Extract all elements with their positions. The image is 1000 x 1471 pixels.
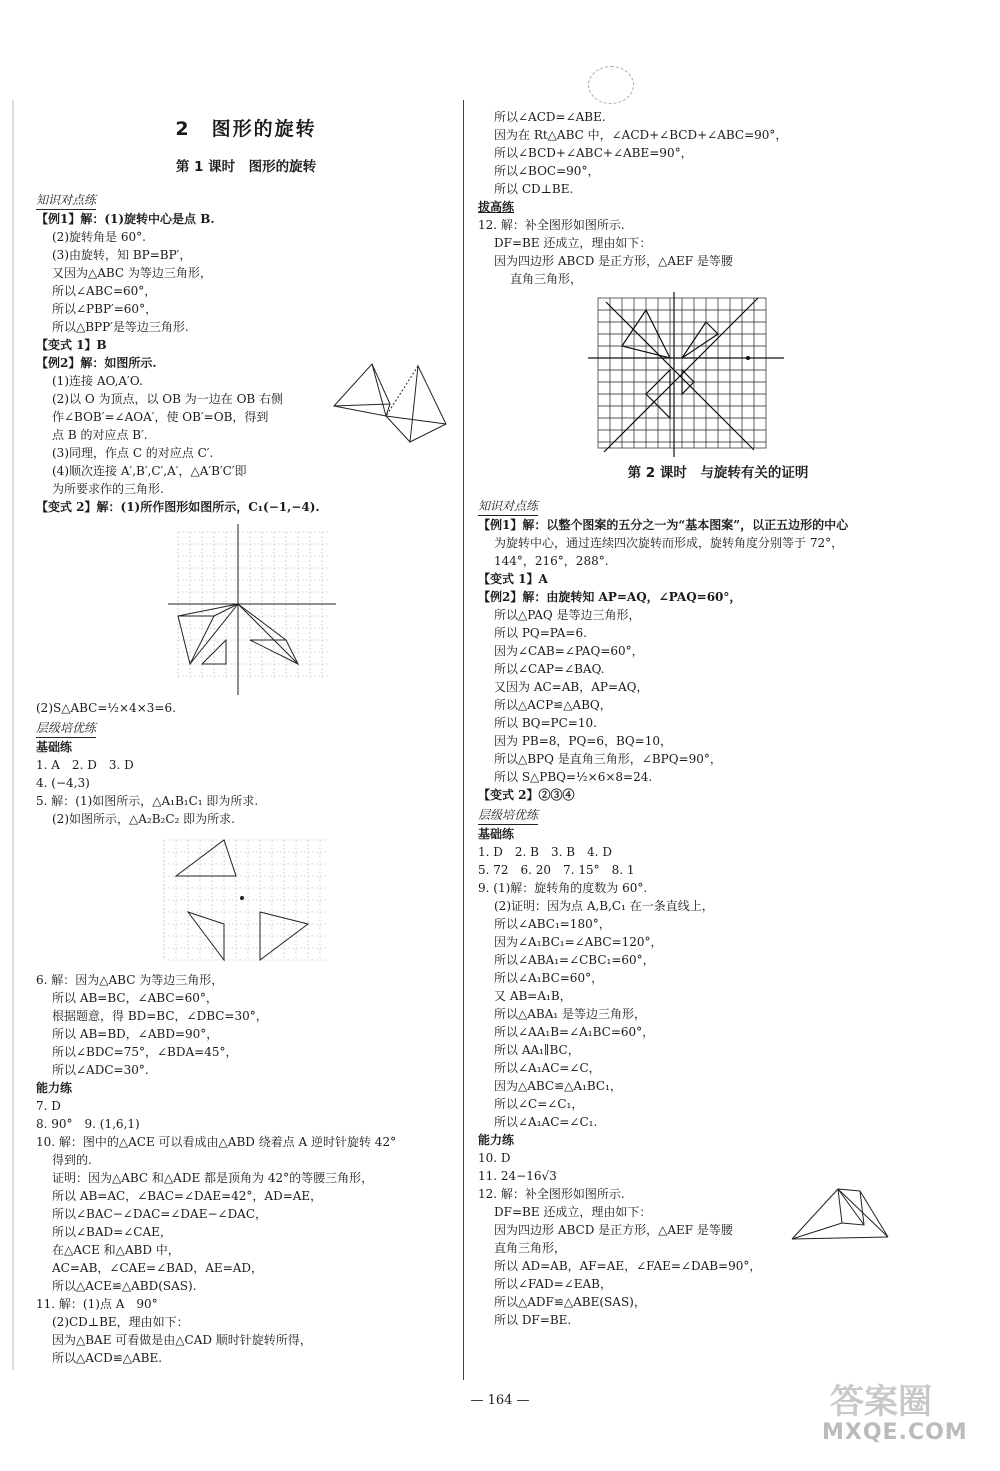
answers-8-9: 8. 90° 9. (1,6,1)	[36, 1117, 140, 1131]
line: 又 AB=A₁B，	[494, 989, 572, 1003]
line: 所以 AA₁∥BC，	[494, 1043, 580, 1057]
line: 为旋转中心，通过连续四次旋转而形成，旋转角度分别等于 72°，	[494, 536, 844, 550]
line: 又因为△ABC 为等边三角形，	[52, 266, 212, 280]
line: DF=BE 还成立，理由如下：	[494, 1205, 652, 1219]
line: 所以∠PBP′=60°，	[52, 302, 158, 316]
line: (2)如图所示，△A₂B₂C₂ 即为所求.	[52, 812, 235, 826]
line: 所以∠C=∠C₁，	[494, 1097, 584, 1111]
line: 所以 BQ=PC=10.	[494, 716, 597, 730]
line: 所以∠ADC=30°.	[52, 1063, 149, 1077]
line: 证明：因为△ABC 和△ADE 都是顶角为 42°的等腰三角形，	[52, 1171, 374, 1185]
expand-heading: 拔高练	[478, 200, 515, 214]
answers-1-4: 1. D 2. B 3. B 4. D	[478, 845, 612, 859]
line: 所以 AB=BC，∠ABC=60°，	[52, 991, 218, 1005]
stamp-mark	[588, 66, 634, 104]
line: 点 B 的对应点 B′.	[52, 428, 148, 442]
line: 所以 AD=AB，AF=AE，∠FAE=∠DAB=90°，	[494, 1259, 762, 1273]
line: 为所要求作的三角形.	[52, 482, 164, 496]
lesson-title: 第 1 课时 图形的旋转	[175, 159, 317, 175]
line: 所以∠BAD=∠CAE，	[52, 1225, 172, 1239]
line: (4)顺次连接 A′,B′,C′,A′，△A′B′C′即	[52, 464, 247, 478]
answer-11: 11. 24−16√3	[478, 1169, 557, 1183]
line: DF=BE 还成立，理由如下：	[494, 236, 652, 250]
line: 所以∠ACD=∠ABE.	[494, 110, 606, 124]
line: (1)连接 AO,A′O.	[52, 374, 143, 388]
example-2	[36, 354, 456, 498]
line: 所以∠BCD+∠ABC+∠ABE=90°，	[494, 146, 693, 160]
line: 所以∠FAD=∠EAB，	[494, 1277, 612, 1291]
answer-4: 4. (−4,3)	[36, 776, 90, 790]
section-knowledge-2: 知识对点练	[478, 497, 538, 516]
line: (2)旋转角是 60°.	[52, 230, 146, 244]
line: (2)CD⊥BE，理由如下：	[52, 1315, 189, 1329]
variant-1: 【变式 1】B	[36, 338, 107, 352]
line: 又因为 AC=AB，AP=AQ，	[494, 680, 649, 694]
line: 所以△ACP≌△ABQ，	[494, 698, 612, 712]
page-number: — 164 —	[470, 1393, 530, 1408]
line: (3)由旋转，知 BP=BP′，	[52, 248, 192, 262]
line: 因为 PB=8，PQ=6，BQ=10，	[494, 734, 672, 748]
line: 所以∠ABC₁=180°，	[494, 917, 611, 931]
line: 所以∠AA₁B=∠A₁BC=60°，	[494, 1025, 655, 1039]
line: 所以 CD⊥BE.	[494, 182, 574, 196]
square-triangle-figure	[788, 1185, 898, 1255]
line: 所以△ACD≌△ABE.	[52, 1351, 163, 1365]
answers-5-8: 5. 72 6. 20 7. 15° 8. 1	[478, 863, 635, 877]
ability-heading-2: 能力练	[478, 1133, 515, 1147]
line: 所以△PAQ 是等边三角形，	[494, 608, 641, 622]
column-divider	[463, 100, 464, 1380]
line: 9. (1)解：旋转角的度数为 60°.	[478, 881, 648, 895]
line: 所以∠ABA₁=∠CBC₁=60°，	[494, 953, 655, 967]
line: (2)以 O 为顶点，以 OB 为一边在 OB 右侧	[52, 392, 284, 406]
line: 所以∠A₁AC=∠C₁.	[494, 1115, 598, 1129]
line: 所以△ACE≌△ABD(SAS).	[52, 1279, 197, 1293]
line: 所以∠CAP=∠BAQ.	[494, 662, 605, 676]
line: 所以 DF=BE.	[494, 1313, 572, 1327]
line: 【例1】解：以整个图案的五分之一为“基本图案”，以正五边形的中心	[478, 518, 849, 532]
line: 因为△BAE 可看做是由△CAD 顺时针旋转所得，	[52, 1333, 312, 1347]
line: 因为四边形 ABCD 是正方形，△AEF 是等腰	[494, 1223, 733, 1237]
ability-heading: 能力练	[36, 1081, 73, 1095]
line: 11. 解：(1)点 A 90°	[36, 1297, 158, 1311]
variant-2-right: 【变式 2】②③④	[478, 788, 575, 802]
lesson-title-2: 第 2 课时 与旋转有关的证明	[627, 465, 809, 481]
left-column	[36, 108, 456, 1367]
line: 所以∠BOC=90°，	[494, 164, 600, 178]
basic-heading: 基础练	[36, 740, 73, 754]
line: 所以 PQ=PA=6.	[494, 626, 587, 640]
line: 144°，216°，288°.	[494, 554, 609, 568]
rotation-figure-abc	[326, 354, 456, 454]
line: (3)同理，作点 C 的对应点 C′.	[52, 446, 214, 460]
line: 根据题意，得 BD=BC，∠DBC=30°，	[52, 1009, 268, 1023]
line: 因为∠CAB=∠PAQ=60°，	[494, 644, 644, 658]
line: 因为△ABC≌△A₁BC₁，	[494, 1079, 622, 1093]
grid-figure-q12	[588, 292, 788, 457]
basic-heading-2: 基础练	[478, 827, 515, 841]
grid-figure-q5	[160, 832, 330, 967]
right-column	[478, 108, 958, 1329]
answer-7: 7. D	[36, 1099, 61, 1113]
line: 所以△BPQ 是直角三角形，∠BPQ=90°，	[494, 752, 722, 766]
line: 所以△BPP′是等边三角形.	[52, 320, 189, 334]
line: AC=AB，∠CAE=∠BAD，AE=AD，	[52, 1261, 264, 1275]
line: 所以△ABA₁ 是等边三角形，	[494, 1007, 647, 1021]
line: 所以 S△PBQ=½×6×8=24.	[494, 770, 653, 784]
line: 12. 解：补全图形如图所示.	[478, 218, 625, 232]
rotation-center-dot	[240, 896, 244, 900]
line: 所以 AB=BD，∠ABD=90°，	[52, 1027, 219, 1041]
line: 12. 解：补全图形如图所示.	[478, 1187, 625, 1201]
variant-2: 【变式 2】解：(1)所作图形如图所示，C₁(−1,−4).	[36, 500, 320, 514]
line: 5. 解：(1)如图所示，△A₁B₁C₁ 即为所求.	[36, 794, 259, 808]
line: 所以 AB=AC，∠BAC=∠DAE=42°，AD=AE，	[52, 1189, 323, 1203]
line: 所以∠A₁AC=∠C，	[494, 1061, 601, 1075]
point-m-dot	[746, 356, 750, 360]
example-1	[36, 210, 456, 336]
line: 6. 解：因为△ABC 为等边三角形，	[36, 973, 224, 987]
line: 因为四边形 ABCD 是正方形，△AEF 是等腰	[494, 254, 733, 268]
line: (2)证明：因为点 A,B,C₁ 在一条直线上，	[494, 899, 714, 913]
line: 直角三角形，	[494, 1241, 567, 1255]
answers-1-3: 1. A 2. D 3. D	[36, 758, 134, 772]
line: 所以∠A₁BC=60°，	[494, 971, 604, 985]
line: 10. 解：图中的△ACE 可以看成由△ABD 绕着点 A 逆时针旋转 42°	[36, 1135, 397, 1149]
line: 在△ACE 和△ABD 中，	[52, 1243, 180, 1257]
line: 直角三角形，	[510, 272, 583, 286]
watermark-logo: 答案圈	[830, 1382, 932, 1422]
section-level-2: 层级培优练	[478, 806, 538, 825]
line: 作∠BOB′=∠AOA′，使 OB′=OB，得到	[52, 410, 269, 424]
line: 所以∠BAC−∠DAC=∠DAE−∠DAC，	[52, 1207, 268, 1221]
area-formula: (2)S△ABC=½×4×3=6.	[36, 701, 176, 715]
line: 所以∠ABC=60°，	[52, 284, 157, 298]
line: 【例1】解：(1)旋转中心是点 B.	[36, 212, 215, 226]
answer-10: 10. D	[478, 1151, 511, 1165]
watermark-url: MXQE.COM	[822, 1420, 968, 1445]
section-level: 层级培优练	[36, 719, 96, 738]
line: 所以∠BDC=75°，∠BDA=45°，	[52, 1045, 238, 1059]
coordinate-grid-figure-1	[168, 520, 338, 695]
line: 【例2】解：如图所示.	[36, 356, 157, 370]
line: 因为∠A₁BC₁=∠ABC=120°，	[494, 935, 663, 949]
section-knowledge: 知识对点练	[36, 191, 96, 210]
line: 得到的.	[52, 1153, 92, 1167]
line: 因为在 Rt△ABC 中，∠ACD+∠BCD+∠ABC=90°，	[494, 128, 788, 142]
page-edge-line	[12, 100, 14, 1370]
variant-1-right: 【变式 1】A	[478, 572, 548, 586]
answer-12-block	[478, 1185, 958, 1329]
line: 【例2】解：由旋转知 AP=AQ，∠PAQ=60°，	[478, 590, 742, 604]
line: 所以△ADF≌△ABE(SAS)，	[494, 1295, 646, 1309]
section-title: 2 图形的旋转	[175, 118, 317, 140]
